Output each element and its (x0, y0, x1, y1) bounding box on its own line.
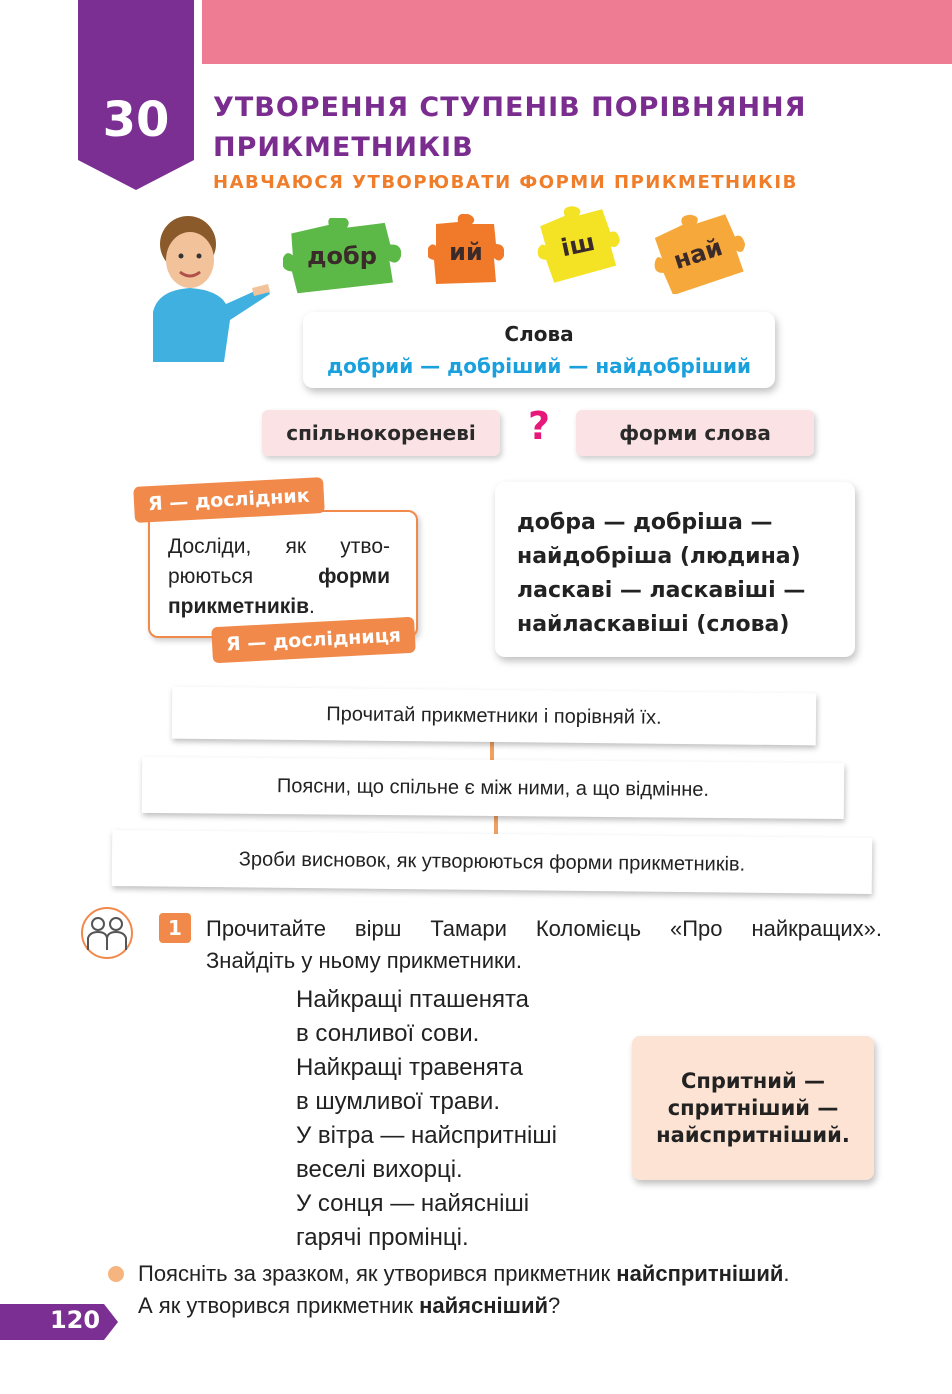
step-1: Прочитай прикметники і порівняй їх. (172, 687, 817, 746)
sample-line-2: спритніший — (667, 1095, 839, 1120)
question-mark: ? (527, 404, 551, 448)
title-line-2: ПРИКМЕТНИКІВ (213, 132, 474, 163)
poem-line-5: У вітра — найспритніші (296, 1122, 557, 1149)
lesson-number: 30 (102, 92, 170, 148)
tag-researcher-female: Я — дослідниця (211, 617, 416, 664)
examples-card (495, 482, 855, 657)
researcher-text-bold: форми прикметників (168, 565, 390, 618)
header-bar (202, 0, 952, 64)
question-bold-2: найясніший (419, 1293, 549, 1318)
step-3: Зроби висновок, як утворюються форми прикметників. (112, 830, 873, 894)
examples-line-2: найдобріша (людина) (517, 544, 801, 569)
poem-line-1: Найкращі пташенята (296, 986, 530, 1013)
puzzle-text-2: ий (449, 238, 483, 266)
choice-word-forms: форми слова (576, 410, 814, 456)
choice-cognate: спільнокореневі (262, 410, 500, 456)
examples-line-3: ласкаві — ласкавіші — (517, 578, 806, 603)
words-heading: Слова (504, 322, 574, 346)
researcher-text-1: Досліди, як утво-рюються (168, 535, 390, 588)
sample-line-1: Спритний — (680, 1068, 826, 1093)
question-part-3: А як утворився прикметник (138, 1293, 420, 1318)
task1-text (206, 913, 882, 977)
researcher-text-end: . (309, 595, 315, 618)
task1-line-2: Знайдіть у ньому прикметники. (206, 948, 523, 973)
boy-pointing-illustration (148, 212, 273, 362)
puzzle-text-3: іш (558, 227, 598, 263)
lesson-subtitle: НАВЧАЮСЯ УТВОРЮВАТИ ФОРМИ ПРИКМЕТНИКІВ (213, 172, 798, 193)
question-text (138, 1258, 898, 1322)
question-part-1: Поясніть за зразком, як утворився прикметник (138, 1261, 617, 1286)
question-line-2 (138, 1290, 898, 1322)
poem-line-8: гарячі промінці. (296, 1224, 469, 1251)
poem-line-3: Найкращі травенята (296, 1054, 523, 1081)
page-number: 120 (49, 1306, 101, 1334)
examples-text (517, 506, 805, 642)
poem-line-2: в сонливої сови. (296, 1020, 480, 1047)
poem-line-6: веселі вихорці. (296, 1156, 463, 1183)
step-2: Поясни, що спільне є між ними, а що відмінне. (142, 757, 844, 819)
words-example: добрий — добріший — найдобріший (327, 354, 751, 378)
words-card (303, 312, 775, 388)
lesson-title (213, 88, 913, 168)
pair-work-icon (80, 906, 134, 960)
puzzle-piece-1 (283, 218, 401, 294)
puzzle-piece-4 (650, 214, 746, 294)
sample-line-3: найспритніший. (656, 1122, 850, 1147)
question-line-1 (138, 1258, 898, 1290)
puzzle-piece-2 (428, 214, 504, 290)
poem (296, 983, 557, 1255)
task-number-badge: 1 (159, 913, 191, 943)
poem-line-4: в шумливої трави. (296, 1088, 500, 1115)
question-bold-1: найспритніший (616, 1261, 784, 1286)
bullet-dot (108, 1266, 124, 1282)
examples-line-4: найласкавіші (слова) (517, 612, 790, 637)
puzzle-text-4: най (670, 233, 726, 275)
question-part-4: ? (548, 1293, 561, 1318)
sample-card (632, 1036, 874, 1180)
puzzle-text-1: добр (307, 242, 377, 270)
researcher-text (168, 532, 390, 622)
puzzle-piece-3 (536, 206, 620, 284)
poem-line-7: У сонця — найясніші (296, 1190, 530, 1217)
tag-researcher-male: Я — дослідник (133, 477, 324, 523)
title-line-1: УТВОРЕННЯ СТУПЕНІВ ПОРІВНЯННЯ (213, 92, 807, 123)
task1-line-1: Прочитайте вірш Тамари Коломієць «Про найкращих». (206, 916, 882, 941)
examples-line-1: добра — добріша — (517, 510, 773, 535)
question-part-2: . (783, 1261, 790, 1286)
